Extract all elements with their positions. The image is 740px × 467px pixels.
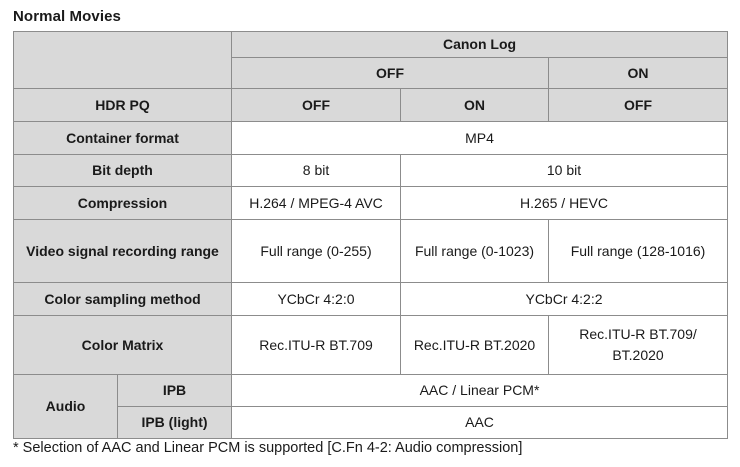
hdr-pq-label: HDR PQ xyxy=(14,89,232,122)
row-label-color-matrix: Color Matrix xyxy=(14,316,232,375)
bit-depth-value: 10 bit xyxy=(401,155,728,187)
canon-log-on-header: ON xyxy=(549,58,728,89)
row-label-ipb-light: IPB (light) xyxy=(118,407,232,439)
table-row xyxy=(14,283,728,316)
hdr-pq-value: OFF xyxy=(549,89,728,122)
table-row xyxy=(14,220,728,283)
video-range-value: Full range (0-255) xyxy=(232,220,401,283)
compression-value: H.264 / MPEG-4 AVC xyxy=(232,187,401,220)
video-range-value: Full range (128-1016) xyxy=(549,220,728,283)
specs-table xyxy=(13,31,728,439)
color-matrix-value: Rec.ITU-R BT.2020 xyxy=(401,316,549,375)
row-label-video-range: Video signal recording range xyxy=(14,220,232,283)
table-row xyxy=(14,122,728,155)
hdr-pq-value: ON xyxy=(401,89,549,122)
canon-log-header: Canon Log xyxy=(232,32,728,58)
row-label-ipb: IPB xyxy=(118,375,232,407)
video-range-value: Full range (0-1023) xyxy=(401,220,549,283)
row-label-bit-depth: Bit depth xyxy=(14,155,232,187)
header-row-canon-log xyxy=(14,32,728,58)
container-format-value: MP4 xyxy=(232,122,728,155)
color-sampling-value: YCbCr 4:2:0 xyxy=(232,283,401,316)
table-row xyxy=(14,407,728,439)
compression-value: H.265 / HEVC xyxy=(401,187,728,220)
table-row xyxy=(14,316,728,375)
table-row xyxy=(14,187,728,220)
table-row xyxy=(14,375,728,407)
color-matrix-value: Rec.ITU-R BT.709 xyxy=(232,316,401,375)
audio-ipb-value: AAC / Linear PCM* xyxy=(232,375,728,407)
audio-ipb-light-value: AAC xyxy=(232,407,728,439)
row-label-container-format: Container format xyxy=(14,122,232,155)
color-sampling-value: YCbCr 4:2:2 xyxy=(401,283,728,316)
header-row-hdr-pq xyxy=(14,89,728,122)
corner-cell xyxy=(14,32,232,89)
hdr-pq-value: OFF xyxy=(232,89,401,122)
canon-log-off-header: OFF xyxy=(232,58,549,89)
row-label-color-sampling: Color sampling method xyxy=(14,283,232,316)
row-label-audio: Audio xyxy=(14,375,118,439)
color-matrix-value: Rec.ITU-R BT.709/ BT.2020 xyxy=(549,316,728,375)
bit-depth-value: 8 bit xyxy=(232,155,401,187)
table-row xyxy=(14,155,728,187)
row-label-compression: Compression xyxy=(14,187,232,220)
page-title: Normal Movies xyxy=(13,8,121,25)
footnote: * Selection of AAC and Linear PCM is supported [C.Fn 4-2: Audio compression] xyxy=(13,440,523,456)
